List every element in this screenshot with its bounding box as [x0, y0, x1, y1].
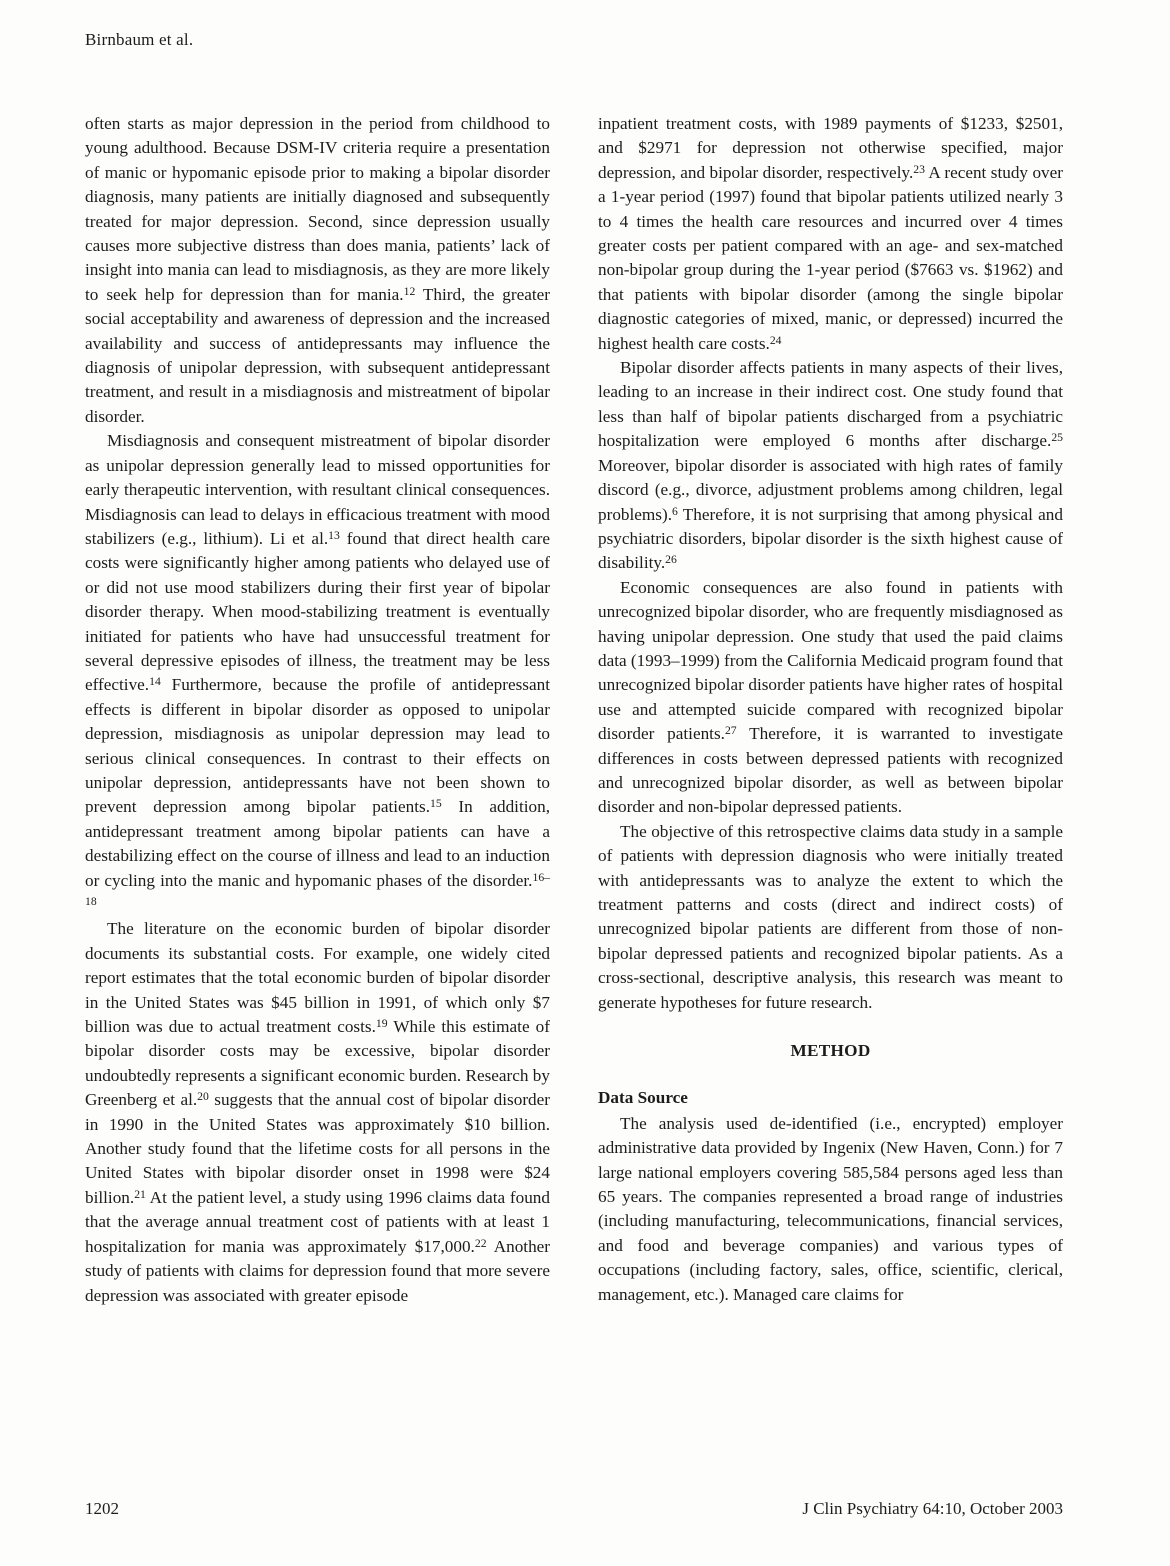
paragraph: The literature on the economic burden of bipolar disorder documents its substantial costs. For example, one widely cited report estimates that the total economic burden of bipolar disorder in the United States was $45 billion in 1991, of which only $7 billion was due to actual treatment costs.$^{19}$ While this estimate of bipolar disorder costs may be excessive, bipolar disorder undoubtedly represents a significant economic burden. Research by Greenberg et al.$^{20}$ suggests that the annual cost of bipolar disorder in 1990 in the United States was approximately $10 billion. Another study found that the lifetime costs for all persons in the United States with bipolar disorder onset in 1998 were $24 billion.$^{21}$ At the patient level, a study using 1996 claims data found that the average annual treatment cost of patients with at least 1 hospitalization for mania was approximately $17,000.22 Another study of patients with claims for depression found that more severe depression was associated with greater episode — [85, 919, 551, 1305]
reference-superscript: 13 — [328, 529, 340, 542]
running-head: Birnbaum et al. — [85, 30, 194, 49]
paragraph: Bipolar disorder affects patients in many aspects of their lives, leading to an increase in their indirect cost. One study found that less than half of bipolar patients discharged from a psychiatric hospitalization were employed 6 months after discharge.$^{25}$ Moreover, bipolar disorder is associated with high rates of family discord (e.g., divorce, adjustment problems among children, legal problems).$^6$ Therefore, it is not surprising that among physical and psychiatric disorders, bipolar disorder is the sixth highest cause of disability.$^{26}$ — [598, 358, 1063, 573]
paragraph: often starts as major depression in the period from childhood to young adulthood. Because DSM-IV criteria require a presentation of manic or hypomanic episode prior to making a bipolar disorder diagnosis, many patients are initially diagnosed and subsequently treated for major depression. Second, since depression usually causes more subjective distress than does mania, patients’ lack of insight into mania can lead to misdiagnosis, as they are more likely to seek help for depression than for mania.$^{12}$ Third, the greater social acceptability and awareness of depression and the increased availability and success of antidepressants may influence the diagnosis of unipolar depression, with subsequent antidepressant treatment, and result in a misdiagnosis and mistreatment of bipolar disorder. — [85, 114, 550, 426]
page-content — [85, 112, 1063, 1308]
reference-superscript: 20 — [197, 1090, 209, 1104]
reference-superscript: 22 — [474, 1236, 487, 1250]
paragraph: Misdiagnosis and consequent mistreatment of bipolar disorder as unipolar depression generally lead to missed opportunities for early therapeutic intervention, with resultant clinical consequences. Misdiagnosis can lead to delays in efficacious treatment with mood stabilizers (e.g., lithium). Li et al.$^{13}$ found that direct health care costs were significantly higher among patients who delayed use of or did not use mood stabilizers during their first year of bipolar disorder therapy. When mood-stabilizing treatment is eventually initiated for patients who have had unsuccessful treatment for several depressive episodes of illness, the treatment may be less effective.$^{14}$ Furthermore, because the profile of antidepressant effects is different in bipolar disorder as opposed to unipolar depression, misdiagnosis as unipolar depression may lead to serious clinical consequences. In contrast to their effects on unipolar depression, antidepressants have not been shown to prevent depression among bipolar patients.$^{15}$ In addition, antidepressant treatment among bipolar patients can have a destabilizing effect on the course of illness and lead to an induction or cycling into the manic and hypomanic phases of the disorder.$^{16-18}$ — [85, 431, 550, 909]
paragraph: Economic consequences are also found in patients with unrecognized bipolar disorder, who are frequently misdiagnosed as having unipolar depression. One study that used the paid claims data (1993–1999) from the California Medicaid program found that unrecognized bipolar disorder patients have higher rates of hospital use and attempted suicide compared with recognized bipolar disorder patients.$^{27}$ Therefore, it is warranted to investigate differences in costs between depressed patients with recognized and unrecognized bipolar disorder, as well as between bipolar disorder and non-bipolar depressed patients. — [598, 577, 1064, 817]
reference-superscript: 12 — [403, 284, 416, 298]
paragraph: inpatient treatment costs, with 1989 payments of $1233, $2501, and $2971 for depression not otherwise specified, major depression, and bipolar disorder, respectively.$^{23}$ A recent study over a 1-year period (1997) found that bipolar patients utilized nearly 3 to 4 times the health care resources and incurred over 4 times greater costs per patient compared with an age- and sex-matched non-bipolar group during the 1-year period ($7663 vs. $1962) and that patients with bipolar disorder (among the single bipolar diagnostic categories of mixed, manic, or depressed) incurred the highest health care costs.$^{24}$ — [598, 114, 1064, 353]
page-footer — [85, 1499, 1063, 1519]
reference-superscript: 21 — [134, 1187, 146, 1201]
reference-superscript: 27 — [724, 724, 737, 738]
reference-superscript: 6 — [672, 504, 678, 518]
reference-superscript: 24 — [769, 333, 782, 347]
right-column — [598, 112, 1063, 1308]
left-column — [85, 112, 550, 1308]
reference-superscript: 25 — [1051, 431, 1063, 445]
reference-superscript: 14 — [149, 675, 161, 689]
paragraph: The analysis used de-identified (i.e., encrypted) employer administrative data provided by Ingenix (New Haven, Conn.) for 7 large national employers covering 585,584 persons aged less than 65 years. The companies represented a broad range of industries (including manufacturing, telecommunications, financial services, and food and beverage companies) and various types of occupations (including factory, sales, office, scientific, clerical, management, etc.). Managed care claims for — [598, 1113, 1063, 1304]
section-heading: METHOD — [790, 1041, 871, 1061]
reference-superscript: 15 — [430, 797, 442, 811]
reference-superscript: 23 — [913, 162, 925, 176]
journal-citation: J Clin Psychiatry 64:10, October 2003 — [802, 1499, 1063, 1518]
reference-superscript: 16–18 — [85, 870, 550, 909]
page-number: 1202 — [85, 1499, 119, 1518]
reference-superscript: 26 — [665, 553, 677, 567]
reference-superscript: 19 — [375, 1017, 388, 1031]
paragraph: The objective of this retrospective claims data study in a sample of patients with depression diagnosis who were initially treated with antidepressants was to analyze the extent to which the treatment patterns and costs (direct and indirect costs) of unrecognized bipolar patients are different from those of non-bipolar depressed patients and recognized bipolar patients. As a cross-sectional, descriptive analysis, this research was meant to generate hypotheses for future research. — [598, 821, 1063, 1012]
subsection-heading: Data Source — [598, 1088, 688, 1108]
